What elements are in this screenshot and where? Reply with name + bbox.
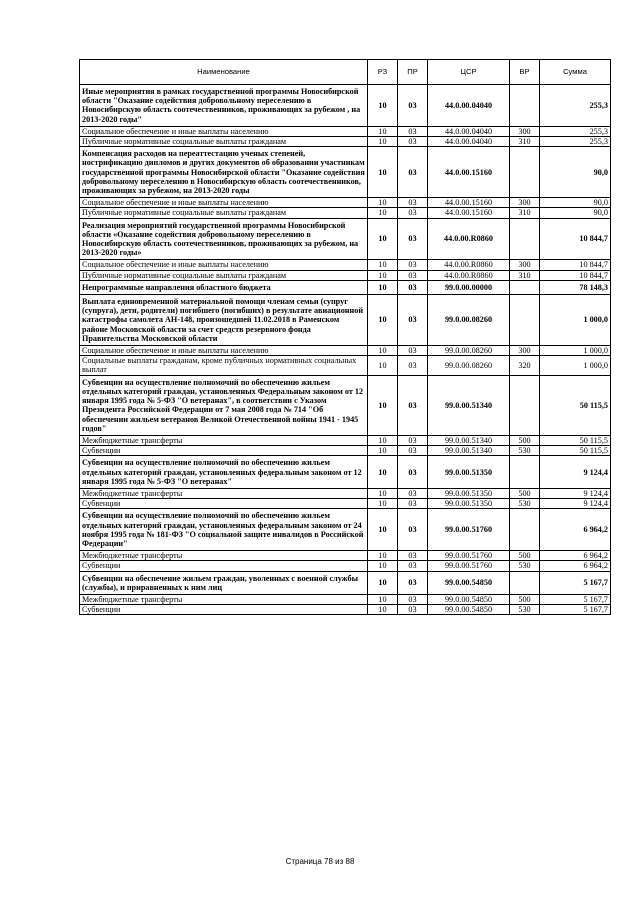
cell-pr: 03 (398, 594, 428, 604)
cell-pr: 03 (398, 446, 428, 456)
cell-vr (510, 295, 540, 346)
cell-pr: 03 (398, 509, 428, 551)
cell-rz: 10 (368, 126, 398, 136)
cell-sum: 1 000,0 (540, 356, 611, 375)
cell-name: Субвенции (80, 561, 368, 571)
cell-pr: 03 (398, 270, 428, 280)
cell-name: Межбюджетные трансферты (80, 435, 368, 445)
cell-name: Субвенции (80, 605, 368, 615)
cell-rz: 10 (368, 208, 398, 218)
cell-name: Публичные нормативные социальные выплаты гражданам (80, 208, 368, 218)
cell-name: Субвенции (80, 499, 368, 509)
cell-rz: 10 (368, 218, 398, 260)
cell-name: Выплата единовременной материальной помощи членам семьи (супруг (супруга), дети, родители) погибшего (погибших) в результате авиационной катастрофы самолета АН-148, произошедшей 11.02.2018 в Раменском районе Московской области за счет средств резервного фонда Правительства Московской области (80, 295, 368, 346)
cell-csr: 99.0.00.51760 (428, 551, 510, 561)
cell-vr: 500 (510, 435, 540, 445)
cell-vr (510, 456, 540, 489)
cell-vr: 320 (510, 356, 540, 375)
cell-rz: 10 (368, 280, 398, 294)
cell-csr: 99.0.00.54850 (428, 594, 510, 604)
cell-sum: 5 167,7 (540, 571, 611, 594)
cell-vr: 300 (510, 126, 540, 136)
cell-pr: 03 (398, 571, 428, 594)
cell-rz: 10 (368, 260, 398, 270)
cell-sum: 255,3 (540, 137, 611, 147)
cell-pr: 03 (398, 198, 428, 208)
cell-vr: 300 (510, 346, 540, 356)
budget-table (79, 59, 611, 615)
cell-sum: 5 167,7 (540, 594, 611, 604)
cell-rz: 10 (368, 561, 398, 571)
cell-pr: 03 (398, 561, 428, 571)
cell-rz: 10 (368, 435, 398, 445)
cell-csr: 99.0.00.51760 (428, 561, 510, 571)
cell-rz: 10 (368, 446, 398, 456)
cell-sum: 9 124,4 (540, 488, 611, 498)
cell-vr (510, 509, 540, 551)
cell-vr (510, 280, 540, 294)
cell-rz: 10 (368, 509, 398, 551)
cell-vr: 500 (510, 488, 540, 498)
cell-vr: 500 (510, 594, 540, 604)
cell-name: Публичные нормативные социальные выплаты гражданам (80, 270, 368, 280)
cell-sum: 10 844,7 (540, 270, 611, 280)
cell-sum: 10 844,7 (540, 218, 611, 260)
cell-rz: 10 (368, 147, 398, 198)
cell-sum: 6 964,2 (540, 551, 611, 561)
cell-vr: 530 (510, 561, 540, 571)
header-sum: Сумма (540, 60, 611, 85)
cell-rz: 10 (368, 456, 398, 489)
cell-pr: 03 (398, 356, 428, 375)
header-row (80, 60, 611, 85)
table-row (80, 499, 611, 509)
table-row-section (80, 375, 611, 435)
cell-pr: 03 (398, 605, 428, 615)
table-row (80, 260, 611, 270)
cell-name: Иные мероприятия в рамках государственной программы Новосибирской области "Оказание содействия добровольному переселению в Новосибирскую область соотечественников, проживающих за рубежом , на 2013-2020 годы" (80, 85, 368, 127)
table-row (80, 198, 611, 208)
cell-csr: 99.0.00.08260 (428, 295, 510, 346)
table-row-section (80, 456, 611, 489)
cell-sum: 6 964,2 (540, 509, 611, 551)
cell-name: Межбюджетные трансферты (80, 488, 368, 498)
cell-sum: 10 844,7 (540, 260, 611, 270)
table-row (80, 561, 611, 571)
cell-vr (510, 85, 540, 127)
cell-name: Социальные выплаты гражданам, кроме публичных нормативных социальных выплат (80, 356, 368, 375)
table-row (80, 435, 611, 445)
cell-vr (510, 218, 540, 260)
cell-csr: 44.0.00.15160 (428, 208, 510, 218)
table-row (80, 270, 611, 280)
cell-name: Субвенции на осуществление полномочий по обеспечению жильем отдельных категорий граждан, установленных федеральным законом от 12 января 1995 года № 5-ФЗ "О ветеранах" (80, 456, 368, 489)
cell-sum: 50 115,5 (540, 446, 611, 456)
table-row-section (80, 571, 611, 594)
cell-name: Субвенции (80, 446, 368, 456)
cell-vr: 300 (510, 260, 540, 270)
cell-sum: 90,0 (540, 198, 611, 208)
cell-name: Межбюджетные трансферты (80, 594, 368, 604)
cell-rz: 10 (368, 551, 398, 561)
table-row (80, 356, 611, 375)
cell-sum: 255,3 (540, 85, 611, 127)
cell-sum: 9 124,4 (540, 456, 611, 489)
cell-rz: 10 (368, 356, 398, 375)
cell-name: Социальное обеспечение и иные выплаты населению (80, 198, 368, 208)
cell-csr: 99.0.00.54850 (428, 605, 510, 615)
cell-rz: 10 (368, 85, 398, 127)
cell-pr: 03 (398, 147, 428, 198)
cell-csr: 44.0.00.15160 (428, 147, 510, 198)
header-name: Наименование (80, 60, 368, 85)
cell-name: Социальное обеспечение и иные выплаты населению (80, 346, 368, 356)
cell-pr: 03 (398, 499, 428, 509)
cell-name: Социальное обеспечение и иные выплаты населению (80, 260, 368, 270)
cell-pr: 03 (398, 218, 428, 260)
cell-rz: 10 (368, 346, 398, 356)
cell-vr: 310 (510, 208, 540, 218)
table-row (80, 605, 611, 615)
cell-sum: 255,3 (540, 126, 611, 136)
cell-rz: 10 (368, 295, 398, 346)
table-body (80, 85, 611, 615)
cell-pr: 03 (398, 260, 428, 270)
cell-vr: 500 (510, 551, 540, 561)
cell-sum: 90,0 (540, 208, 611, 218)
cell-csr: 44.0.00.R0860 (428, 270, 510, 280)
header-csr: ЦСР (428, 60, 510, 85)
cell-csr: 99.0.00.51340 (428, 375, 510, 435)
page-number: Страница 78 из 88 (285, 857, 355, 866)
table-row (80, 208, 611, 218)
cell-csr: 99.0.00.08260 (428, 356, 510, 375)
cell-csr: 44.0.00.15160 (428, 198, 510, 208)
cell-csr: 99.0.00.51350 (428, 499, 510, 509)
cell-sum: 50 115,5 (540, 435, 611, 445)
cell-csr: 44.0.00.R0860 (428, 260, 510, 270)
cell-csr: 99.0.00.51760 (428, 509, 510, 551)
cell-sum: 50 115,5 (540, 375, 611, 435)
cell-rz: 10 (368, 375, 398, 435)
table-row (80, 126, 611, 136)
cell-vr: 310 (510, 137, 540, 147)
cell-sum: 6 964,2 (540, 561, 611, 571)
table-row-section (80, 280, 611, 294)
cell-pr: 03 (398, 488, 428, 498)
cell-rz: 10 (368, 488, 398, 498)
cell-csr: 99.0.00.08260 (428, 346, 510, 356)
cell-pr: 03 (398, 137, 428, 147)
cell-pr: 03 (398, 346, 428, 356)
cell-vr: 530 (510, 446, 540, 456)
cell-vr (510, 375, 540, 435)
cell-pr: 03 (398, 456, 428, 489)
cell-csr: 44.0.00.04040 (428, 137, 510, 147)
cell-pr: 03 (398, 375, 428, 435)
table-row (80, 346, 611, 356)
cell-csr: 44.0.00.04040 (428, 126, 510, 136)
table-row (80, 551, 611, 561)
cell-csr: 99.0.00.54850 (428, 571, 510, 594)
cell-rz: 10 (368, 499, 398, 509)
cell-csr: 44.0.00.R0860 (428, 218, 510, 260)
cell-csr: 99.0.00.51350 (428, 488, 510, 498)
cell-pr: 03 (398, 85, 428, 127)
cell-vr (510, 147, 540, 198)
cell-name: Межбюджетные трансферты (80, 551, 368, 561)
cell-csr: 99.0.00.51340 (428, 435, 510, 445)
cell-rz: 10 (368, 137, 398, 147)
cell-vr: 310 (510, 270, 540, 280)
table-row-section (80, 295, 611, 346)
header-rz: РЗ (368, 60, 398, 85)
cell-pr: 03 (398, 551, 428, 561)
table-row (80, 488, 611, 498)
cell-csr: 99.0.00.51350 (428, 456, 510, 489)
cell-sum: 78 148,3 (540, 280, 611, 294)
cell-sum: 5 167,7 (540, 605, 611, 615)
cell-vr: 530 (510, 499, 540, 509)
table-row (80, 137, 611, 147)
table-header (80, 60, 611, 85)
cell-name: Реализация мероприятий государственной программы Новосибирской области «Оказание содействия добровольному переселению в Новосибирскую область соотечественников, проживающих за рубежом, на 2013-2020 годы» (80, 218, 368, 260)
cell-csr: 44.0.00.04040 (428, 85, 510, 127)
table-row (80, 594, 611, 604)
cell-pr: 03 (398, 280, 428, 294)
cell-name: Субвенции на обеспечение жильем граждан, уволенных с военной службы (службы), и приравненных к ним лиц (80, 571, 368, 594)
cell-name: Субвенции на осуществление полномочий по обеспечению жильем отдельных категорий граждан, установленных федеральным законом от 24 ноября 1995 года № 181-ФЗ "О социальной защите инвалидов в Российской Федерации" (80, 509, 368, 551)
cell-name: Непрограммные направления областного бюджета (80, 280, 368, 294)
cell-rz: 10 (368, 605, 398, 615)
cell-csr: 99.0.00.00000 (428, 280, 510, 294)
cell-vr: 530 (510, 605, 540, 615)
cell-name: Субвенции на осуществление полномочий по обеспечению жильем отдельных категорий граждан, установленных Федеральным законом от 12 января 1995 года № 5-ФЗ "О ветеранах", в соответствии с Указом Президента Российской Федерации от 7 мая 2008 года № 714 "Об обеспечении жильем ветеранов Великой Отечественной войны 1941 - 1945 годов" (80, 375, 368, 435)
cell-sum: 90,0 (540, 147, 611, 198)
table-row-section (80, 218, 611, 260)
cell-sum: 9 124,4 (540, 499, 611, 509)
cell-rz: 10 (368, 594, 398, 604)
cell-pr: 03 (398, 208, 428, 218)
cell-vr: 300 (510, 198, 540, 208)
cell-sum: 1 000,0 (540, 346, 611, 356)
cell-pr: 03 (398, 126, 428, 136)
cell-pr: 03 (398, 295, 428, 346)
cell-rz: 10 (368, 198, 398, 208)
cell-rz: 10 (368, 270, 398, 280)
cell-pr: 03 (398, 435, 428, 445)
cell-rz: 10 (368, 571, 398, 594)
header-pr: ПР (398, 60, 428, 85)
table-row-section (80, 147, 611, 198)
cell-vr (510, 571, 540, 594)
table-row (80, 446, 611, 456)
table-row-section (80, 509, 611, 551)
header-vr: ВР (510, 60, 540, 85)
cell-csr: 99.0.00.51340 (428, 446, 510, 456)
cell-sum: 1 000,0 (540, 295, 611, 346)
table-row-section (80, 85, 611, 127)
cell-name: Компенсация расходов на переаттестацию ученых степеней, нострификацию дипломов и других документов об образовании участникам государственной программы Новосибирской области "Оказание содействия добровольному переселению в Новосибирскую область соотечественников, проживающих за рубежом, на 2013-2020 годы (80, 147, 368, 198)
cell-name: Социальное обеспечение и иные выплаты населению (80, 126, 368, 136)
cell-name: Публичные нормативные социальные выплаты гражданам (80, 137, 368, 147)
